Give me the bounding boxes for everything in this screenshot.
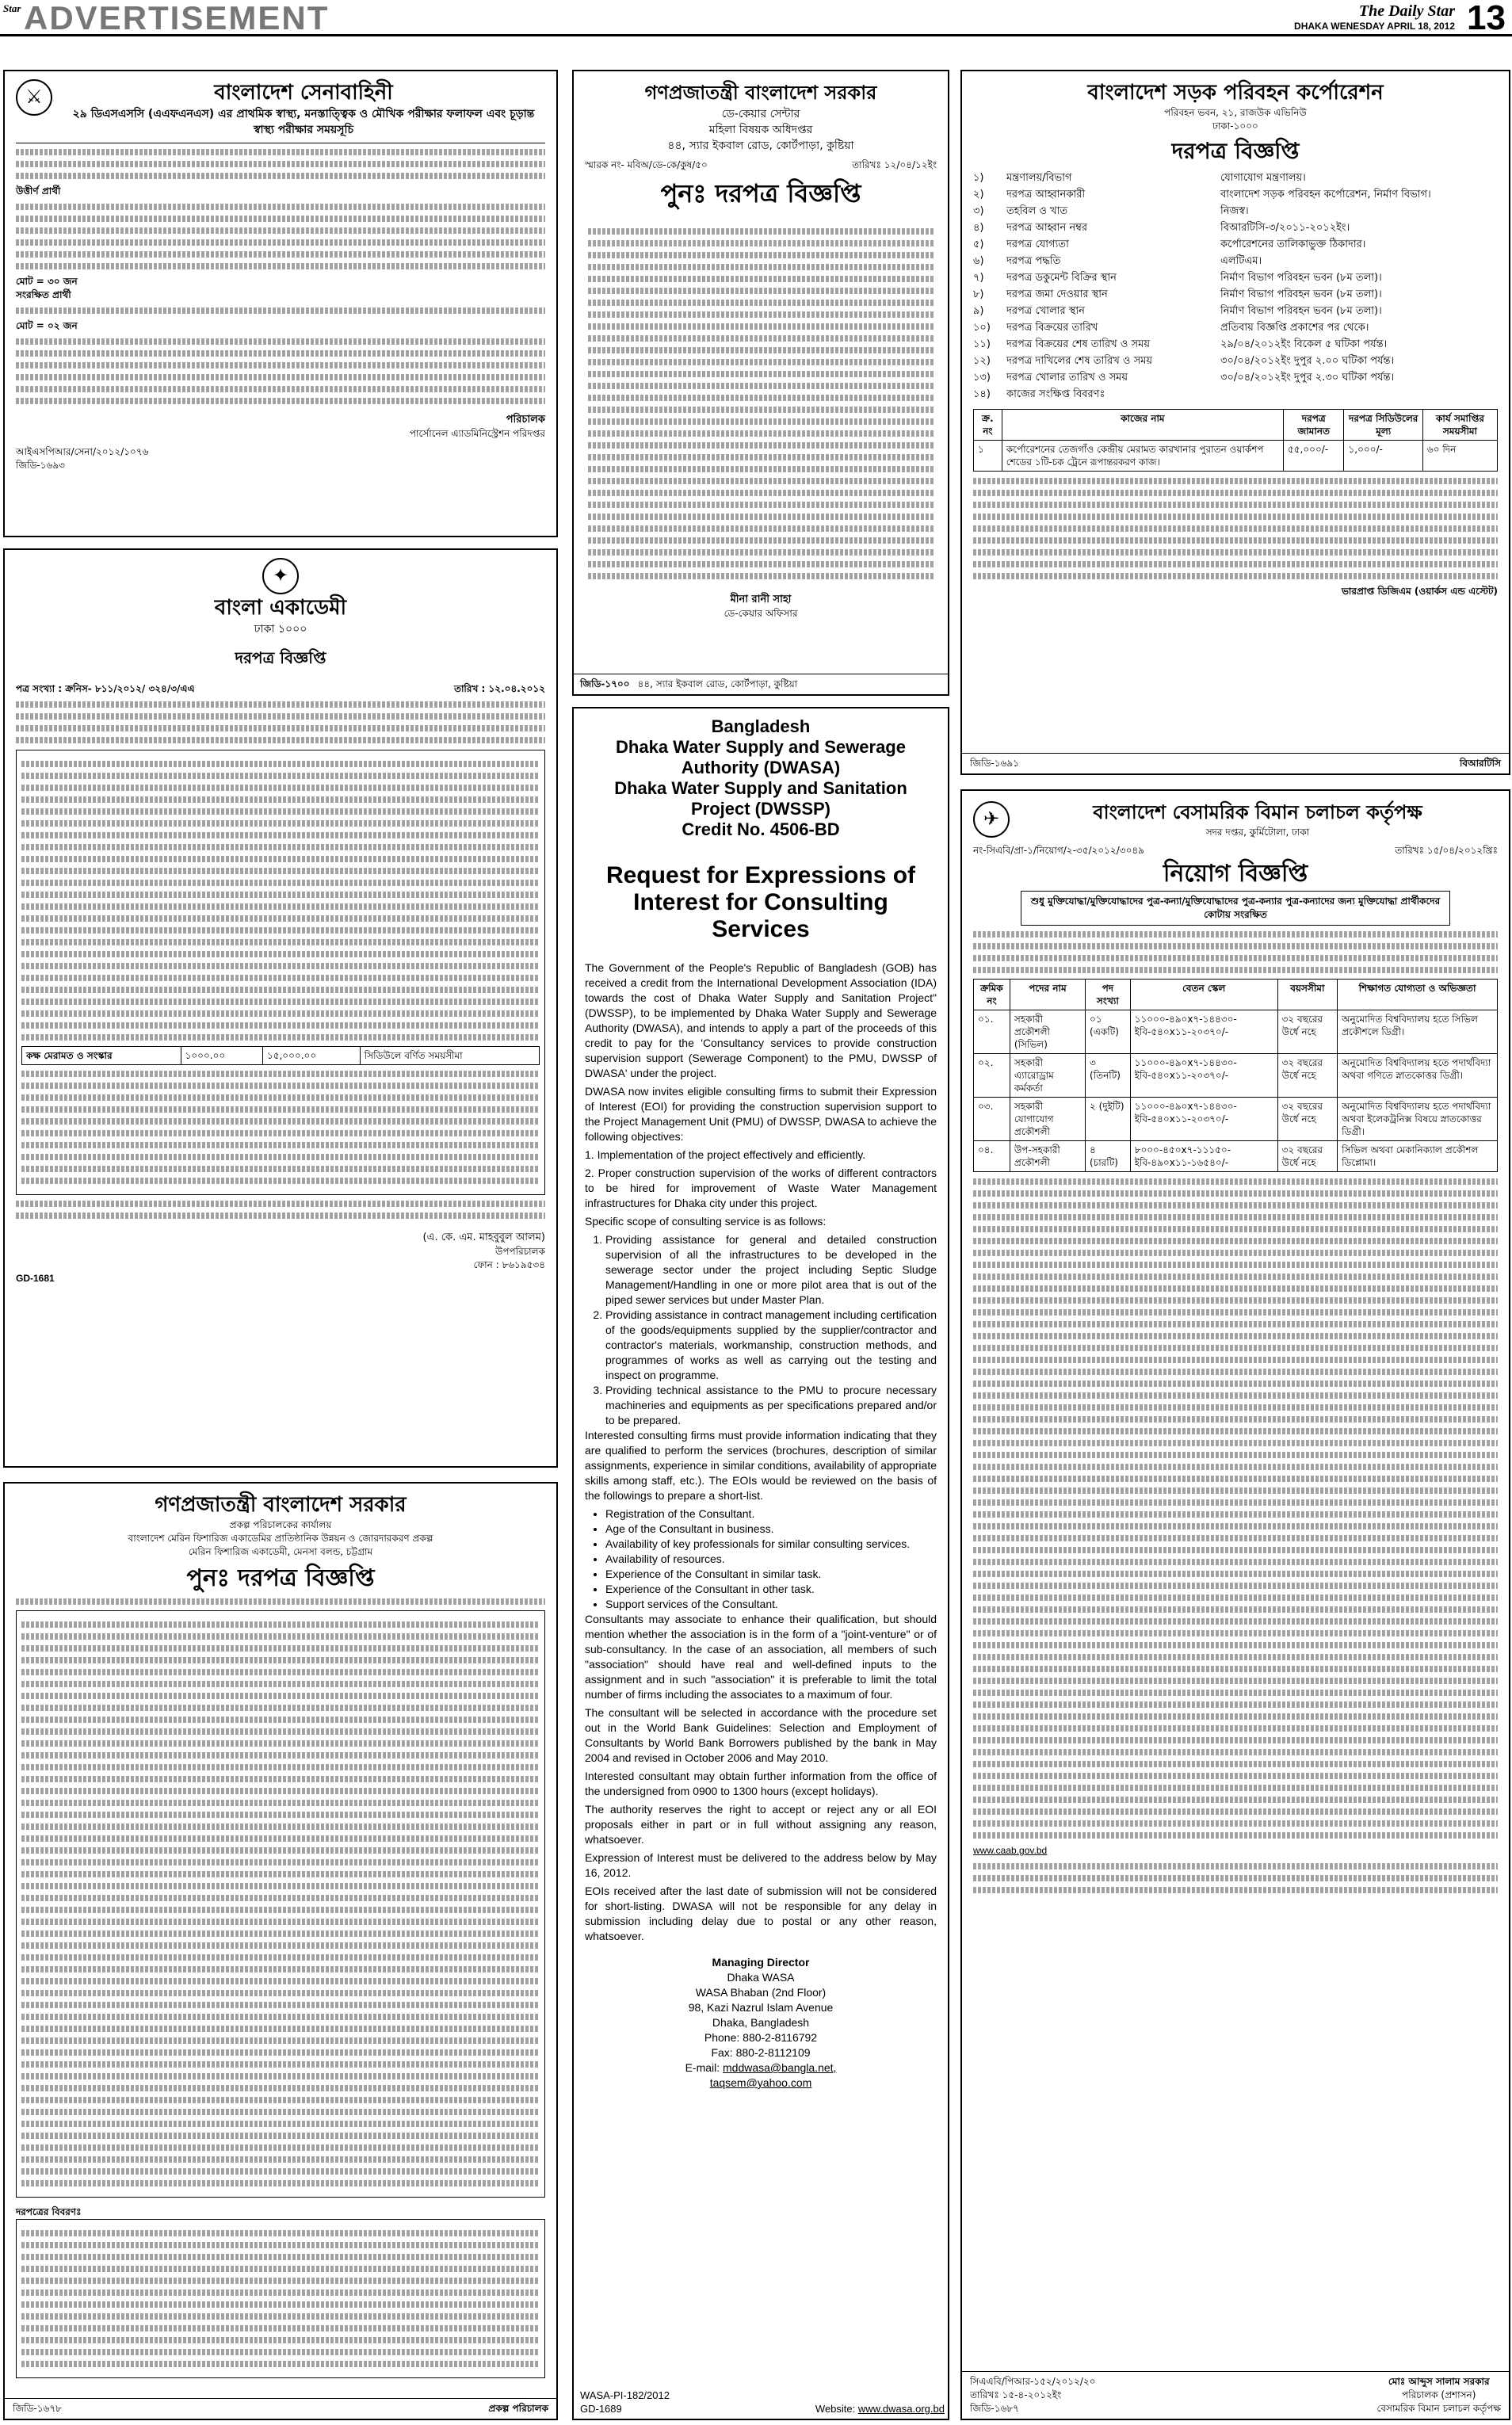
marine-code: জিডি-১৬৭৮ bbox=[13, 2403, 62, 2414]
brtc-spec-row bbox=[973, 186, 1498, 203]
brtc-spec-value bbox=[1220, 386, 1498, 403]
brtc-ad bbox=[960, 70, 1510, 775]
brtc-spec-no: ৭) bbox=[973, 272, 984, 284]
academy-title: বাংলা একাডেমী bbox=[214, 596, 347, 620]
brtc-spec-key: দরপত্র আহ্বান নম্বর bbox=[1006, 222, 1088, 234]
academy-fee: ১০০০.০০ bbox=[181, 1047, 262, 1065]
page-number: 13 bbox=[1467, 0, 1506, 37]
army-title: বাংলাদেশ সেনাবাহিনী bbox=[214, 81, 393, 105]
caab-signer: মোঃ আব্দুস সালাম সরকার bbox=[1388, 2376, 1490, 2387]
daycare-title: পুনঃ দরপত্র বিজ্ঞপ্তি bbox=[660, 178, 861, 208]
dwasa-org-line2: Authority (DWASA) bbox=[681, 758, 841, 777]
army-reserve-total: মোট = ০২ জন bbox=[16, 320, 78, 331]
brtc-spec-no: ১১) bbox=[973, 338, 991, 350]
marine-title: পুনঃ দরপত্র বিজ্ঞপ্তি bbox=[186, 1564, 375, 1592]
dwasa-ad bbox=[572, 707, 949, 2420]
academy-work-name: কক্ষ মেরামত ও সংস্কার bbox=[22, 1047, 181, 1065]
caab-table-header: বেতন স্কেল bbox=[1130, 980, 1277, 1010]
caab-table-cell: সহকারী এ্যারোড্রাম কর্মকর্তা bbox=[1010, 1054, 1085, 1098]
brtc-spec-value: নির্মাণ বিভাগ পরিবহন ভবন (৮ম তলা)। bbox=[1220, 288, 1382, 300]
brtc-spec-value: এলটিএম। bbox=[1220, 255, 1262, 267]
dwasa-para-2: DWASA now invites eligible consulting firms to submit their Expression of Interest (EOI) for providing the construction supervision support to the Project Management Unit (PMU) of DWSSP, DWASA to achieve the following objectives: bbox=[585, 1085, 937, 1143]
brtc-table-header: দরপত্র জামানত bbox=[1283, 410, 1344, 441]
dwasa-criteria-3: • Availability of key professionals for similar consulting services. bbox=[605, 1537, 937, 1552]
caab-table-row bbox=[974, 1054, 1498, 1098]
dwasa-email-label: E-mail: bbox=[685, 2061, 720, 2074]
caab-ref: নং-সিএবি/প্রা-১/নিয়োগ/২-৩৫/২০১২/৩০৪৯ bbox=[973, 845, 1144, 856]
caab-website-link[interactable]: www.caab.gov.bd bbox=[973, 1845, 1048, 1856]
brtc-spec-row bbox=[973, 269, 1498, 286]
marine-address: মেরিন ফিশারিজ একাডেমী, মেনসা বলন্ড, চট্টগ্রাম bbox=[188, 1546, 373, 1557]
academy-duration: সিডিউলে বর্ণিত সময়সীমা bbox=[360, 1047, 539, 1065]
caab-table-header: ক্রমিক নং bbox=[974, 980, 1010, 1010]
dwasa-country: Bangladesh bbox=[711, 716, 811, 736]
brtc-spec-value: বাংলাদেশ সড়ক পরিবহন কর্পোরেশন, নির্মাণ বিভাগ। bbox=[1220, 189, 1431, 200]
army-code: জিডি-১৬৯৩ bbox=[16, 460, 65, 471]
academy-emblem-icon: ✦ bbox=[262, 558, 299, 594]
caab-notice: নিয়োগ বিজ্ঞপ্তি bbox=[1163, 860, 1308, 888]
army-ad bbox=[3, 70, 558, 537]
dwasa-para-7: The authority reserves the right to accept or reject any or all EOI proposals either in part or in full without assigning any reason, whatsoever. bbox=[585, 1803, 937, 1846]
academy-fee-table bbox=[21, 1046, 540, 1065]
dwasa-para-9: EOIs received after the last date of submission will not be considered for short-listing. DWASA will not be responsible for any delay in submission including delay due to postal or any other reason, whatsoever. bbox=[585, 1885, 937, 1942]
brtc-table-header: কার্য সমাপ্তির সময়সীমা bbox=[1422, 410, 1497, 441]
dwasa-para-3: Interested consulting firms must provide information indicating that they are qualified to perform the services (brochures, description of similar assignments, experience in similar conditions, availability of appropriate skills among staff, etc.). The EOIs would be reviewed on the basis of the followings to prepare a short-list. bbox=[585, 1429, 937, 1502]
page-header bbox=[0, 0, 1512, 36]
caab-quota: শুধু মুক্তিযোদ্ধা/মুক্তিযোদ্ধাদের পুত্র-কন্যা/মুক্তিযোদ্ধাদের পুত্র-কন্যার পুত্র-কন্যাদের জন্য মুক্তিযোদ্ধা প্রার্থীকদের কোটায় সংরক্ষিত bbox=[1021, 891, 1450, 926]
caab-table-cell: অনুমোদিত বিশ্ববিদ্যালয় হতে পদার্থবিদ্যা অথবা গণিতে স্নাতকোত্তর ডিগ্রী। bbox=[1338, 1054, 1498, 1098]
brtc-spec-no: ১৩) bbox=[973, 372, 991, 384]
daycare-ad bbox=[572, 70, 949, 696]
caab-table-cell: উপ-সহকারী প্রকৌশলী bbox=[1010, 1141, 1085, 1172]
brtc-spec-no: ৯) bbox=[973, 305, 984, 317]
dwasa-criteria-5: • Experience of the Consultant in similar task. bbox=[605, 1567, 937, 1582]
brtc-spec-value: যোগাযোগ মন্ত্রণালয়। bbox=[1220, 172, 1306, 184]
brtc-spec-value: ৩০/০৪/২০১২ইং দুপুর ২.৩০ ঘটিকা পর্যন্ত। bbox=[1220, 372, 1395, 384]
brtc-spec-key: কাজের সংক্ষিপ্ত বিবরণঃ bbox=[1006, 388, 1105, 400]
brtc-spec-key: দরপত্র খোলার তারিখ ও সময় bbox=[1006, 372, 1128, 384]
marine-org: গণপ্রজাতন্ত্রী বাংলাদেশ সরকার bbox=[155, 1493, 407, 1517]
brtc-work-table bbox=[973, 409, 1498, 472]
dwasa-web-label: Website: bbox=[815, 2403, 856, 2415]
brtc-address: পরিবহন ভবন, ২১, রাজউক এভিনিউ bbox=[1164, 107, 1307, 118]
caab-table-row bbox=[974, 1010, 1498, 1054]
caab-table-cell: সহকারী প্রকৌশলী (সিভিল) bbox=[1010, 1010, 1085, 1054]
academy-notice: দরপত্র বিজ্ঞপ্তি bbox=[235, 648, 326, 667]
brtc-spec-no: ৮) bbox=[973, 288, 984, 300]
dwasa-project-line2: Project (DWSSP) bbox=[690, 799, 831, 819]
dwasa-code-2: GD-1689 bbox=[580, 2403, 622, 2415]
dwasa-objective-2: 2. Proper construction supervision of the works of different contractors to be hired for improvement of Waste Water Management infrastructures for Dhaka city under this project. bbox=[585, 1167, 937, 1209]
brtc-table-cell: ৫৫,০০০/- bbox=[1283, 441, 1344, 472]
brtc-table-cell: ১,০০০/- bbox=[1344, 441, 1422, 472]
dwasa-org-line1: Dhaka Water Supply and Sewerage bbox=[616, 737, 906, 757]
dwasa-para-6: Interested consultant may obtain further information from the office of the undersigned from 0900 to 1300 hours (except holidays). bbox=[585, 1770, 937, 1797]
brtc-title: বাংলাদেশ সড়ক পরিবহন কর্পোরেশন bbox=[1087, 81, 1384, 105]
brtc-table-cell: ১ bbox=[974, 441, 1002, 472]
brtc-table-cell: কর্পোরেশনের তেজগাঁও কেন্দ্রীয় মেরামত কারখানার পুরাতন ওয়ার্কশপ শেডের ১টি-চক ট্রেনে রূপান্তরকরণ কাজ। bbox=[1002, 441, 1283, 472]
army-signer-office: পার্সোনেল এ্যাডমিনিস্ট্রেশন পরিদপ্তর bbox=[409, 428, 545, 439]
caab-signer-role: পরিচালক (প্রশাসন) bbox=[1402, 2389, 1476, 2400]
army-emblem-icon: ⚔ bbox=[16, 79, 52, 116]
caab-table-cell: ২ (দুইটি) bbox=[1086, 1098, 1131, 1141]
caab-table-cell: ০১ (একটি) bbox=[1086, 1010, 1131, 1054]
brtc-spec-no: ২) bbox=[973, 189, 984, 200]
army-signer: পরিচালক bbox=[506, 414, 545, 426]
dwasa-signer-building: WASA Bhaban (2nd Floor) bbox=[695, 1986, 827, 1999]
brtc-spec-row bbox=[973, 303, 1498, 319]
dwasa-criteria-7: • Support services of the Consultant. bbox=[605, 1597, 937, 1612]
brtc-spec-no: ৩) bbox=[973, 205, 984, 217]
dwasa-para-1: The Government of the People's Republic of Bangladesh (GOB) has received a credit from the International Development Association (IDA) towards the cost of Dhaka Water Supply and Sanitation Project" (DWSSP), to be implemented by Dhaka Water Supply and Sewerage Authority (DWASA), and intends to apply a part of the proceeds of this credit to pay for the 'Consultancy services to provide construction supervision support (Sewerage Component) to the PMU, DWSSP of DWASA' under the project. bbox=[585, 961, 937, 1079]
caab-code: জিডি-১৬৮৭ bbox=[970, 2403, 1019, 2414]
dwasa-para-5: The consultant will be selected in accordance with the procedure set out in the World Bank Guidelines: Selection and Employment of Consultants by World Bank Borrowers published by the bank in May 2004 and revised in October 2006 and May 2010. bbox=[585, 1706, 937, 1764]
brtc-spec-key: তহবিল ও খাত bbox=[1006, 205, 1068, 217]
star-logo: Star bbox=[3, 2, 21, 14]
brtc-spec-row bbox=[973, 286, 1498, 303]
brtc-spec-value: ৩০/০৪/২০১২ইং দুপুর ২.০০ ঘটিকা পর্যন্ত। bbox=[1220, 355, 1395, 367]
brtc-notice: দরপত্র বিজ্ঞপ্তি bbox=[1171, 138, 1300, 164]
caab-table-cell: ৩ (তিনটি) bbox=[1086, 1054, 1131, 1098]
brtc-spec-key: দরপত্র বিক্রয়ের শেষ তারিখ ও সময় bbox=[1006, 338, 1150, 350]
caab-table-cell: অনুমোদিত বিশ্ববিদ্যালয় হতে পদার্থবিদ্যা অথবা ইলেকট্রনিক্স বিষয়ে স্নাতকোত্তর ডিগ্রী। bbox=[1338, 1098, 1498, 1141]
dwasa-website-link[interactable]: www.dwasa.org.bd bbox=[857, 2403, 945, 2415]
caab-table-cell: ৩২ বছরের উর্ধে নহে bbox=[1277, 1010, 1337, 1054]
brtc-spec-value: নির্মাণ বিভাগ পরিবহন ভবন (৮ম তলা)। bbox=[1220, 305, 1382, 317]
brtc-spec-value: বিআরটিসি-৩/২০১১-২০১২ইং। bbox=[1220, 222, 1350, 234]
caab-table-cell: সিভিল অথবা মেকানিক্যাল প্রকৌশল ডিপ্লোমা। bbox=[1338, 1141, 1498, 1172]
dwasa-email-link-2[interactable]: taqsem@yahoo.com bbox=[709, 2076, 812, 2089]
brtc-spec-value: নিজস্ব। bbox=[1220, 205, 1249, 217]
daycare-code: জিডি-১৭০০ bbox=[580, 678, 630, 689]
brtc-spec-no: ৫) bbox=[973, 239, 984, 250]
brtc-spec-no: ১) bbox=[973, 172, 984, 184]
caab-table-header: পদ সংখ্যা bbox=[1086, 980, 1131, 1010]
brtc-spec-row bbox=[973, 369, 1498, 386]
dwasa-para-8: Expression of Interest must be delivered to the address below by May 16, 2012. bbox=[585, 1851, 937, 1879]
dwasa-criteria-4: • Availability of resources. bbox=[605, 1552, 937, 1567]
dwasa-scope-1: 1. Providing assistance for general and detailed construction supervision of all the infrastructures to be developed in the sewerage sector under the project including Septic Sludge Management/Handling in one or more pilot area that is out of the piped sewer services but under Master Plan. bbox=[605, 1232, 937, 1308]
brtc-spec-key: দরপত্র পদ্ধতি bbox=[1006, 255, 1061, 267]
academy-signer-role: উপপরিচালক bbox=[495, 1246, 545, 1257]
daycare-signer-role: ডে-কেয়ার অফিসার bbox=[724, 608, 798, 619]
marine-desc-label: দরপত্রের বিবরণঃ bbox=[16, 2206, 82, 2217]
dwasa-signer-city: Dhaka, Bangladesh bbox=[712, 2016, 810, 2029]
brtc-code: জিডি-১৬৯১ bbox=[970, 758, 1019, 769]
dwasa-criteria-2: • Age of the Consultant in business. bbox=[605, 1522, 937, 1537]
caab-emblem-icon: ✈ bbox=[973, 801, 1010, 838]
daycare-ref: স্মারক নং- মবিঅ/ডে-কে/কুষ/৫০ bbox=[585, 159, 708, 170]
brtc-spec-list bbox=[973, 170, 1498, 403]
caab-ref-bottom: সিএএবি/পিআর-১৫২/২০১২/২০ bbox=[970, 2376, 1096, 2387]
academy-code: GD-1681 bbox=[16, 1273, 55, 1284]
brtc-spec-no: ১৪) bbox=[973, 388, 991, 400]
caab-table-cell: ৩২ বছরের উর্ধে নহে bbox=[1277, 1141, 1337, 1172]
date-line: DHAKA WENESDAY APRIL 18, 2012 bbox=[1294, 21, 1455, 32]
brtc-spec-value: কর্পোরেশনের তালিকাভুক্ত ঠিকাদার। bbox=[1220, 239, 1366, 250]
marine-signer: প্রকল্প পরিচালক bbox=[488, 2403, 548, 2414]
brtc-spec-key: দরপত্র দাখিলের শেষ তারিখ ও সময় bbox=[1006, 355, 1153, 367]
army-total: মোট = ৩০ জন bbox=[16, 276, 78, 287]
caab-table-cell: ১১০০০-৪৯০x৭-১৪৪৩০-ইবি-৫৪০x১১-২০৩৭০/- bbox=[1130, 1054, 1277, 1098]
daycare-footer-address: ৪৪, স্যার ইকবাল রোড, কোর্টপাড়া, কুষ্টিয়া bbox=[637, 678, 798, 689]
dwasa-scope-3: 3. Providing technical assistance to the PMU to procure necessary machineries and equipments as per specifications prepared and/or to be prepared. bbox=[605, 1383, 937, 1428]
daycare-office: ডে-কেয়ার সেন্টার bbox=[721, 108, 800, 120]
brtc-spec-no: ১২) bbox=[973, 355, 991, 367]
brtc-spec-no: ৪) bbox=[973, 222, 984, 234]
brtc-spec-row bbox=[973, 319, 1498, 336]
caab-address: সদর দপ্তর, কুর্মিটোলা, ঢাকা bbox=[1205, 827, 1310, 838]
caab-table-cell: ৩২ বছরের উর্ধে নহে bbox=[1277, 1054, 1337, 1098]
academy-ad bbox=[3, 548, 558, 1468]
dwasa-criteria-6: • Experience of the Consultant in other task. bbox=[605, 1582, 937, 1597]
dwasa-scope-2: 2. Providing assistance in contract management including certification of the goods/equipments supplied by the supplier/contractor and contractor's materials, workmanship, construction methods, and programmes of works as well as carrying out the testing and inspect on programme. bbox=[605, 1308, 937, 1383]
dwasa-criteria-1: • Registration of the Consultant. bbox=[605, 1507, 937, 1522]
brtc-code-right: বিআরটিসি bbox=[1459, 758, 1501, 769]
caab-table-row bbox=[974, 1098, 1498, 1141]
caab-table-header: বয়সসীমা bbox=[1277, 980, 1337, 1010]
marine-office: প্রকল্প পরিচালকের কার্যালয় bbox=[229, 1519, 332, 1530]
academy-phone: ফোন : ৮৬১৯৫৩৪ bbox=[473, 1259, 545, 1270]
dwasa-fax: Fax: 880-2-8112109 bbox=[711, 2046, 811, 2059]
dwasa-headline: Request for Expressions of Interest for Consulting Services bbox=[605, 862, 916, 942]
dwasa-email-link-1[interactable]: mddwasa@bangla.net, bbox=[723, 2061, 837, 2074]
brtc-spec-row bbox=[973, 386, 1498, 403]
academy-ref: পত্র সংখ্যা : ক্রনিস- ৮১১/২০১২/ ৩২৪/৩/এএ bbox=[16, 683, 195, 694]
caab-table-row bbox=[974, 1141, 1498, 1172]
academy-signer: (এ. কে. এম. মাহবুবুল আলম) bbox=[422, 1232, 545, 1243]
caab-date-bottom: তারিখঃ ১৫-৪-২০১২ইং bbox=[970, 2389, 1062, 2400]
brtc-spec-key: দরপত্র বিক্রয়ের তারিখ bbox=[1006, 322, 1098, 334]
marine-dept: বাংলাদেশ মেরিন ফিশারিজ একাডেমির প্রাতিষ্ঠানিক উন্নয়ন ও জোরদারকরণ প্রকল্প bbox=[128, 1533, 433, 1544]
dwasa-signer-title: Managing Director bbox=[712, 1956, 810, 1969]
brtc-city: ঢাকা-১০০০ bbox=[1212, 120, 1258, 132]
academy-security: ১৫,০০০.০০ bbox=[262, 1047, 360, 1065]
brtc-table-header: দরপত্র সিডিউলের মূল্য bbox=[1344, 410, 1422, 441]
brtc-spec-row bbox=[973, 353, 1498, 369]
caab-table-cell: ৪ (চারটি) bbox=[1086, 1141, 1131, 1172]
daycare-date: তারিখঃ ১২/০৪/১২ইং bbox=[852, 159, 937, 170]
caab-table-header: পদের নাম bbox=[1010, 980, 1085, 1010]
daycare-org: গণপ্রজাতন্ত্রী বাংলাদেশ সরকার bbox=[644, 82, 877, 104]
brtc-spec-key: মন্ত্রণালয়/বিভাগ bbox=[1006, 172, 1072, 184]
academy-date: তারিখ : ১২.০৪.২০১২ bbox=[453, 683, 545, 694]
brtc-spec-key: দরপত্র ডকুমেন্ট বিক্রির স্থান bbox=[1006, 272, 1117, 284]
brtc-spec-row bbox=[973, 170, 1498, 186]
dwasa-signer-street: 98, Kazi Nazrul Islam Avenue bbox=[688, 2001, 834, 2014]
daycare-signer: মীনা রানী সাহা bbox=[730, 594, 792, 605]
brtc-spec-no: ৬) bbox=[973, 255, 984, 267]
dwasa-objective-1: 1. Implementation of the project effectively and efficiently. bbox=[585, 1148, 866, 1161]
army-passed-label: উত্তীর্ণ প্রার্থী bbox=[16, 185, 61, 197]
brtc-table-header: ক্র. নং bbox=[974, 410, 1002, 441]
brtc-spec-value: নির্মাণ বিভাগ পরিবহন ভবন (৮ম তলা)। bbox=[1220, 272, 1382, 284]
brtc-spec-key: দরপত্র জমা দেওয়ার স্থান bbox=[1006, 288, 1108, 300]
daycare-address: ৪৪, স্যার ইকবাল রোড, কোর্টপাড়া, কুষ্টিয়া bbox=[667, 139, 854, 152]
brtc-spec-no: ১০) bbox=[973, 322, 991, 334]
dwasa-code-1: WASA-PI-182/2012 bbox=[580, 2389, 670, 2401]
brtc-spec-row bbox=[973, 253, 1498, 269]
dwasa-scope: Specific scope of consulting service is as follows: bbox=[585, 1215, 827, 1228]
daycare-dept: মহিলা বিষয়ক অধিদপ্তর bbox=[708, 124, 813, 136]
brtc-spec-key: দরপত্র আহ্বানকারী bbox=[1006, 189, 1086, 200]
brtc-spec-value: ২৯/০৪/২০১২ইং বিকেল ৫ ঘটিকা পর্যন্ত। bbox=[1220, 338, 1388, 350]
paper-name: The Daily Star bbox=[1358, 2, 1455, 20]
caab-table-cell: অনুমোদিত বিশ্ববিদ্যালয় হতে সিভিল প্রকৌশলে ডিগ্রী। bbox=[1338, 1010, 1498, 1054]
dwasa-credit: Credit No. 4506-BD bbox=[682, 819, 840, 839]
dwasa-para-4: Consultants may associate to enhance their qualification, but should mention whether the association is in the form of a "joint-venture" or of sub-consultancy. In the case of an association, all members of such "association" should have real and well-defined inputs to the assignment and in such "association" it is preferable to limit the total number of firms including the associates to a maximum of four. bbox=[585, 1613, 937, 1701]
caab-table-cell: ০৪. bbox=[974, 1141, 1010, 1172]
academy-city: ঢাকা ১০০০ bbox=[254, 623, 307, 636]
army-reserve-label: সংরক্ষিত প্রার্থী bbox=[16, 289, 71, 300]
caab-table-cell: ০৩. bbox=[974, 1098, 1010, 1141]
caab-ad bbox=[960, 789, 1510, 2420]
caab-table-cell: সহকারী যোগাযোগ প্রকৌশলী bbox=[1010, 1098, 1085, 1141]
caab-table-cell: ১১০০০-৪৯০x৭-১৪৪৩০-ইবি-৫৪০x১১-২০৩৭০/- bbox=[1130, 1010, 1277, 1054]
brtc-spec-row bbox=[973, 236, 1498, 253]
army-subtitle: ২৯ ডিএসএসসি (এএফএনএস) এর প্রাথমিক স্বাস্থ্য, মনস্তাত্ত্বিক ও মৌখিক পরীক্ষার ফলাফল এবং চূড়ান্ত স্বাস্থ্য পরীক্ষার সময়সূচি bbox=[72, 108, 535, 136]
caab-table-cell: ৩২ বছরের উর্ধে নহে bbox=[1277, 1098, 1337, 1141]
dwasa-phone: Phone: 880-2-8116792 bbox=[704, 2031, 818, 2044]
caab-date: তারিখঃ ১৫/০৪/২০১২খ্রিঃ bbox=[1395, 845, 1498, 856]
section-title: ADVERTISEMENT bbox=[24, 0, 330, 36]
caab-table-cell: ০১. bbox=[974, 1010, 1010, 1054]
brtc-spec-key: দরপত্র যোগ্যতা bbox=[1006, 239, 1069, 250]
caab-table-cell: ১১০০০-৪৯০x৭-১৪৪৩০-ইবি-৫৪০x১১-২০৩৭০/- bbox=[1130, 1098, 1277, 1141]
dwasa-signer-org: Dhaka WASA bbox=[727, 1971, 795, 1984]
caab-title: বাংলাদেশ বেসামরিক বিমান চলাচল কর্তৃপক্ষ bbox=[1093, 801, 1422, 823]
brtc-spec-row bbox=[973, 220, 1498, 236]
caab-table-cell: ০২. bbox=[974, 1054, 1010, 1098]
caab-posts-table bbox=[973, 979, 1498, 1172]
brtc-table-cell: ৬০ দিন bbox=[1422, 441, 1497, 472]
brtc-spec-row bbox=[973, 203, 1498, 220]
brtc-spec-key: দরপত্র খোলার স্থান bbox=[1006, 305, 1085, 317]
brtc-signer: ভারপ্রাপ্ত ডিজিএম (ওয়ার্কস এন্ড এস্টেট) bbox=[1341, 586, 1498, 597]
brtc-table-header: কাজের নাম bbox=[1002, 410, 1283, 441]
caab-table-cell: ৮০০০-৪৫০x৭-১১১৫০-ইবি-৪৯০x১১-১৬৫৪০/- bbox=[1130, 1141, 1277, 1172]
caab-table-header: শিক্ষাগত যোগ্যতা ও অভিজ্ঞতা bbox=[1338, 980, 1498, 1010]
army-ref: আইএসপিআর/সেনা/২০১২/১০৭৬ bbox=[16, 446, 149, 457]
dwasa-project-line1: Dhaka Water Supply and Sanitation bbox=[614, 778, 907, 798]
caab-signer-org: বেসামরিক বিমান চলাচল কর্তৃপক্ষ bbox=[1376, 2403, 1501, 2414]
brtc-spec-value: প্রতিবায় বিজ্ঞপ্তি প্রকাশের পর থেকে। bbox=[1220, 322, 1369, 334]
brtc-spec-row bbox=[973, 336, 1498, 353]
marine-ad bbox=[3, 1482, 558, 2420]
